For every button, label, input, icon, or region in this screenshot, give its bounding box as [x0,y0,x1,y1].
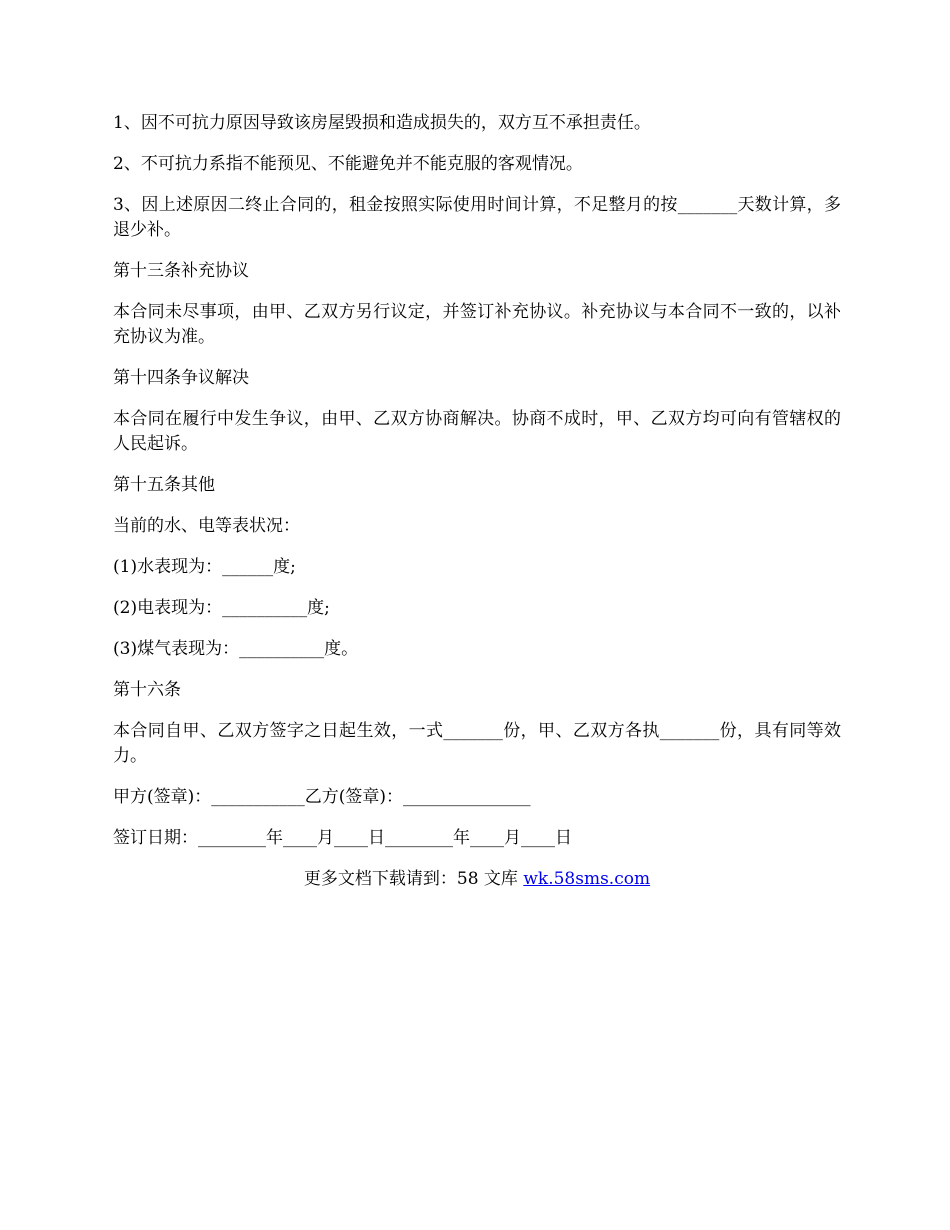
gas-meter-line: (3)煤气表现为：__________度。 [113,639,359,659]
section-13-body: 本合同未尽事项，由甲、乙双方另行议定，并签订补充协议。补充协议与本合同不一致的，以补充协议为准。 [113,302,841,347]
section-heading-15: 第十五条其他 [113,475,215,495]
electric-meter-line: (2)电表现为：__________度; [113,598,330,618]
footer-text: 更多文档下载请到：58 文库 [303,869,524,889]
document-body [113,111,841,892]
section-heading-14: 第十四条争议解决 [113,368,249,388]
clause-force-majeure-3: 3、因上述原因二终止合同的，租金按照实际使用时间计算，不足整月的按_______天数计算，多退少补。 [113,195,841,240]
signing-date-line: 签订日期：________年____月____日________年____月____日 [113,828,572,848]
meter-status-intro: 当前的水、电等表状况： [113,516,300,536]
download-footer [113,867,841,892]
signature-line: 甲方(签章)：___________乙方(签章)：_______________ [113,787,531,807]
section-heading-13: 第十三条补充协议 [113,261,249,281]
water-meter-line: (1)水表现为：______度; [113,557,296,577]
section-heading-16: 第十六条 [113,680,181,700]
footer-link[interactable]: wk.58sms.com [523,869,651,889]
section-14-body: 本合同在履行中发生争议，由甲、乙双方协商解决。协商不成时，甲、乙双方均可向有管辖权的人民起诉。 [113,409,841,454]
section-16-body: 本合同自甲、乙双方签字之日起生效，一式_______份，甲、乙双方各执_______份，具有同等效力。 [113,721,841,766]
clause-force-majeure-2: 2、不可抗力系指不能预见、不能避免并不能克服的客观情况。 [113,154,583,174]
clause-force-majeure-1: 1、因不可抗力原因导致该房屋毁损和造成损失的，双方互不承担责任。 [113,113,651,133]
